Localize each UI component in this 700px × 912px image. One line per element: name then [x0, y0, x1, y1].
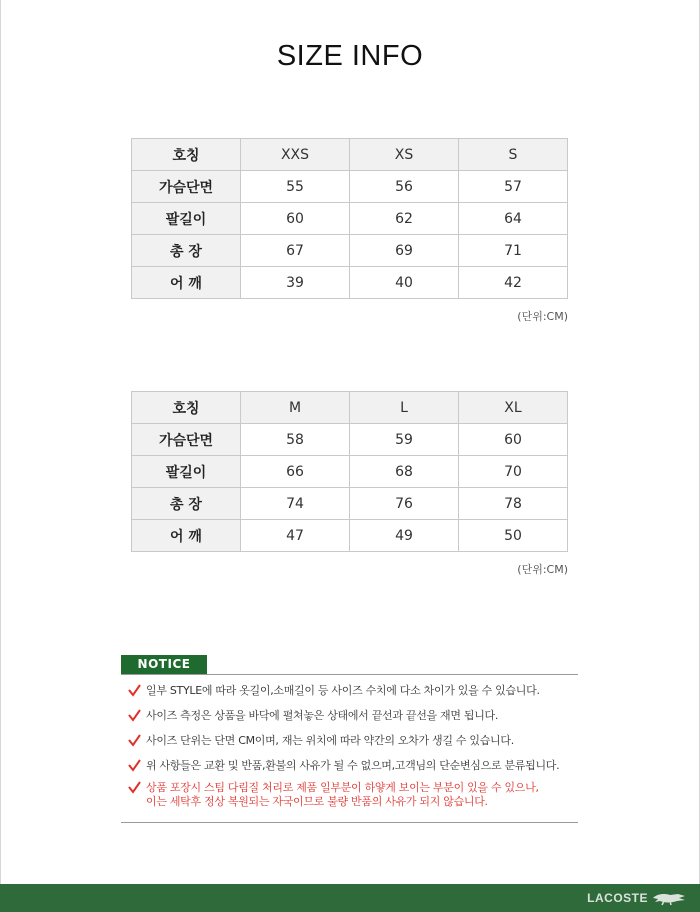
table-header-row [132, 392, 568, 424]
checkmark-icon [128, 759, 141, 772]
divider [121, 822, 578, 823]
row-label: 총 장 [132, 488, 241, 520]
table-cell: 62 [350, 203, 459, 235]
row-label: 총 장 [132, 235, 241, 267]
table-cell: 50 [459, 520, 568, 552]
table-cell: 58 [241, 424, 350, 456]
footer-bar [0, 884, 700, 912]
table-cell: 57 [459, 171, 568, 203]
table-row [132, 171, 568, 203]
table-cell: 66 [241, 456, 350, 488]
size-table-2 [131, 391, 568, 552]
notice-label: NOTICE [121, 655, 207, 674]
table-row [132, 203, 568, 235]
notice-text: 사이즈 단위는 단면 CM이며, 재는 위치에 따라 약간의 오차가 생길 수 있습니다. [146, 734, 514, 747]
table-cell: 42 [459, 267, 568, 299]
table-cell: 64 [459, 203, 568, 235]
table-cell: 56 [350, 171, 459, 203]
row-label: 가슴단면 [132, 424, 241, 456]
table-cell: 47 [241, 520, 350, 552]
notice-text: 위 사항들은 교환 및 반품,환불의 사유가 될 수 없으며,고객님의 단순변심으로 분류됩니다. [146, 759, 560, 772]
table-header-cell: XL [459, 392, 568, 424]
notice-item [128, 759, 559, 773]
table-cell: 76 [350, 488, 459, 520]
crocodile-icon [652, 890, 686, 906]
table-header-cell: 호칭 [132, 139, 241, 171]
table-header-cell: 호칭 [132, 392, 241, 424]
table-cell: 68 [350, 456, 459, 488]
table-header-cell: XS [350, 139, 459, 171]
notice-warning [146, 781, 539, 809]
notice-warning-line: 상품 포장시 스팀 다림질 처리로 제품 일부분이 하얗게 보이는 부분이 있을 수 있으나, [146, 781, 539, 794]
table-row [132, 456, 568, 488]
table-row [132, 235, 568, 267]
divider [121, 674, 578, 675]
row-label: 어 깨 [132, 520, 241, 552]
checkmark-icon [128, 684, 141, 697]
table-cell: 55 [241, 171, 350, 203]
checkmark-icon [128, 709, 141, 722]
table-cell: 71 [459, 235, 568, 267]
row-label: 가슴단면 [132, 171, 241, 203]
page-border-left [0, 0, 1, 884]
table-row [132, 267, 568, 299]
table-header-cell: M [241, 392, 350, 424]
table-cell: 60 [241, 203, 350, 235]
table-row [132, 520, 568, 552]
page-title: SIZE INFO [276, 40, 424, 72]
notice-text: 일부 STYLE에 따라 옷길이,소매길이 등 사이즈 수치에 다소 차이가 있을 수 있습니다. [146, 684, 540, 697]
table-row [132, 488, 568, 520]
notice-item-warning [128, 781, 539, 809]
checkmark-icon [128, 781, 141, 794]
table-header-cell: S [459, 139, 568, 171]
notice-text: 사이즈 측정은 상품을 바닥에 펼쳐놓은 상태에서 끝선과 끝선을 재면 됩니다. [146, 709, 499, 722]
row-label: 팔길이 [132, 456, 241, 488]
brand-name: LACOSTE [587, 891, 648, 905]
table-cell: 70 [459, 456, 568, 488]
size-table-1 [131, 138, 568, 299]
notice-item [128, 684, 540, 698]
table-cell: 40 [350, 267, 459, 299]
notice-warning-line: 이는 세탁후 정상 복원되는 자국이므로 불량 반품의 사유가 되지 않습니다. [146, 795, 488, 808]
notice-item [128, 734, 514, 748]
notice-item [128, 709, 498, 723]
table-cell: 69 [350, 235, 459, 267]
checkmark-icon [128, 734, 141, 747]
table-header-cell: L [350, 392, 459, 424]
table-cell: 67 [241, 235, 350, 267]
row-label: 팔길이 [132, 203, 241, 235]
table-cell: 60 [459, 424, 568, 456]
unit-label: (단위:CM) [517, 310, 568, 323]
brand-logo [587, 890, 686, 906]
table-cell: 59 [350, 424, 459, 456]
row-label: 어 깨 [132, 267, 241, 299]
table-row [132, 424, 568, 456]
table-cell: 78 [459, 488, 568, 520]
unit-label: (단위:CM) [517, 563, 568, 576]
table-header-cell: XXS [241, 139, 350, 171]
table-header-row [132, 139, 568, 171]
table-cell: 74 [241, 488, 350, 520]
table-cell: 49 [350, 520, 459, 552]
table-cell: 39 [241, 267, 350, 299]
